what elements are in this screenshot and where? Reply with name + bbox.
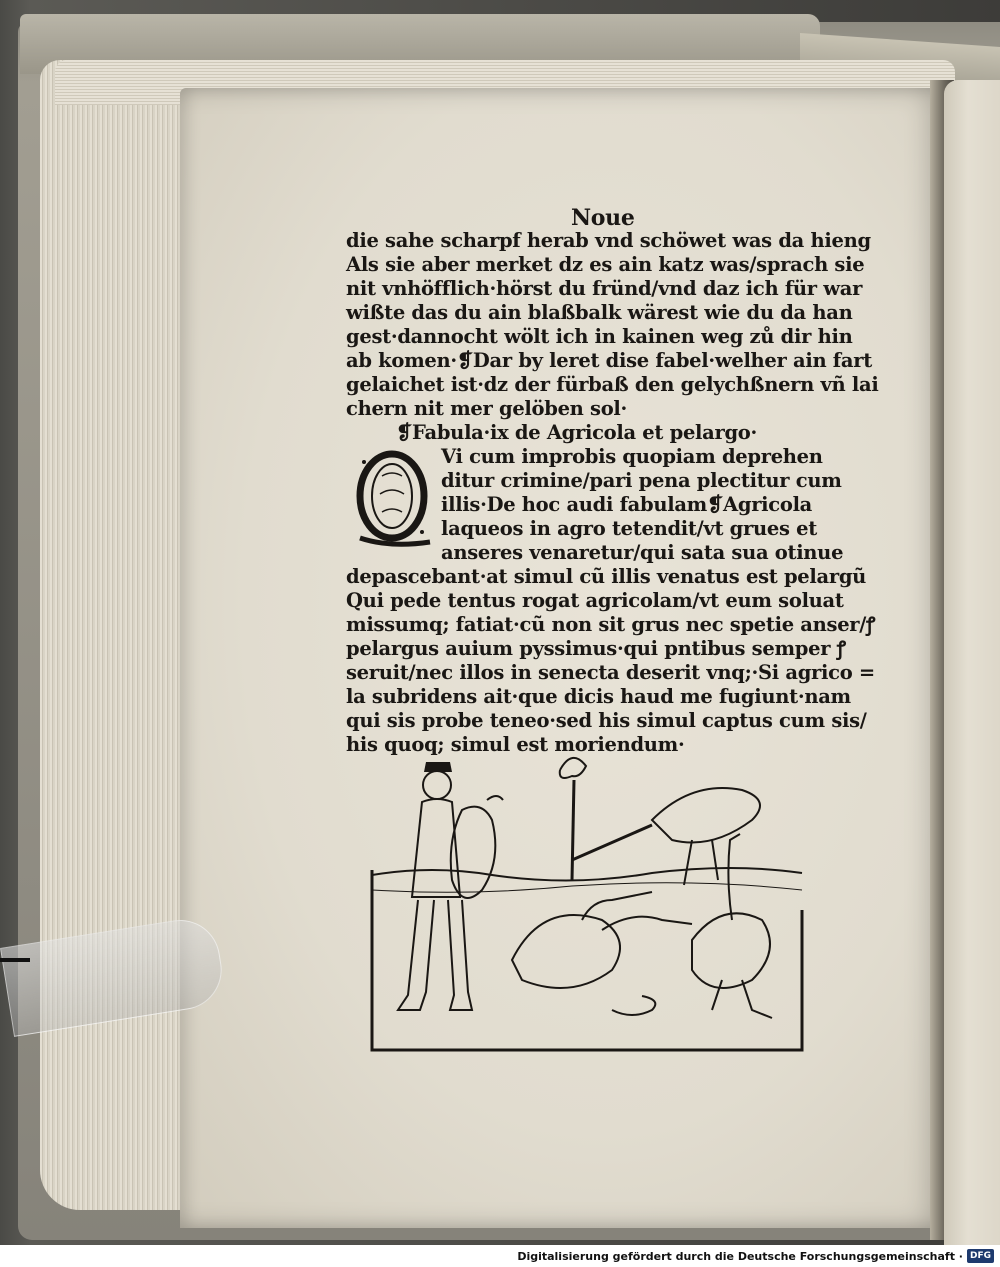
text-line: gelaichet ist·dz der fürbaß den gelychßnern vñ lai: [346, 373, 879, 396]
footer-bar: [0, 1245, 1000, 1267]
dfg-logo: DFG: [967, 1249, 994, 1263]
recto-page-edge: [944, 80, 1000, 1245]
text-line: gest·dannocht wölt ich in kainen weg zů dir hin: [346, 325, 853, 348]
text-line: nit vnhöfflich·hörst du fründ/vnd daz ich für war: [346, 277, 863, 300]
text-line: ab komen·❡Dar by leret dise fabel·welher ain fart: [346, 349, 872, 372]
funding-credit: Digitalisierung gefördert durch die Deutsche Forschungsgemeinschaft ·: [517, 1249, 963, 1263]
latin-line: depascebant·at simul cũ illis venatus est pelargũ: [346, 565, 867, 588]
latin-line: his quoq; simul est moriendum·: [346, 733, 685, 756]
page-edges-left: [40, 60, 190, 1210]
latin-line: pelargus auium pyssimus·qui pntibus semper ꝭ: [346, 637, 846, 660]
running-head: Noue: [571, 205, 635, 231]
glass-weight-edge: [0, 958, 30, 962]
fable-title: ❡Fabula·ix de Agricola et pelargo·: [396, 421, 757, 444]
latin-line: illis·De hoc audi fabulam❡Agricola: [441, 493, 813, 516]
latin-line: la subridens ait·que dicis haud me fugiunt·nam: [346, 685, 851, 708]
text-line: Als sie aber merket dz es ain katz was/sprach sie: [346, 253, 865, 276]
latin-line: Qui pede tentus rogat agricolam/vt eum soluat: [346, 589, 844, 612]
latin-line: laqueos in agro tetendit/vt grues et: [441, 517, 817, 540]
latin-line: ditur crimine/pari pena plectitur cum: [441, 469, 842, 492]
latin-line: Vi cum improbis quopiam deprehen: [441, 445, 823, 468]
latin-line: seruit/nec illos in senecta deserit vnq;·Si agrico =: [346, 661, 875, 684]
woodcut-illustration: [352, 740, 822, 1060]
latin-line: qui sis probe teneo·sed his simul captus cum sis/: [346, 709, 867, 732]
latin-line: missumq; fatiat·cũ non sit grus nec spetie anser/ꝭ: [346, 613, 876, 636]
text-line: wißte das du ain blaßbalk wärest wie du da han: [346, 301, 853, 324]
text-line: chern nit mer gelöben sol·: [346, 397, 628, 420]
text-line: die sahe scharpf herab vnd schöwet was da hieng: [346, 229, 871, 252]
latin-line: anseres venaretur/qui sata sua otinue: [441, 541, 844, 564]
decorated-initial: [352, 448, 434, 552]
